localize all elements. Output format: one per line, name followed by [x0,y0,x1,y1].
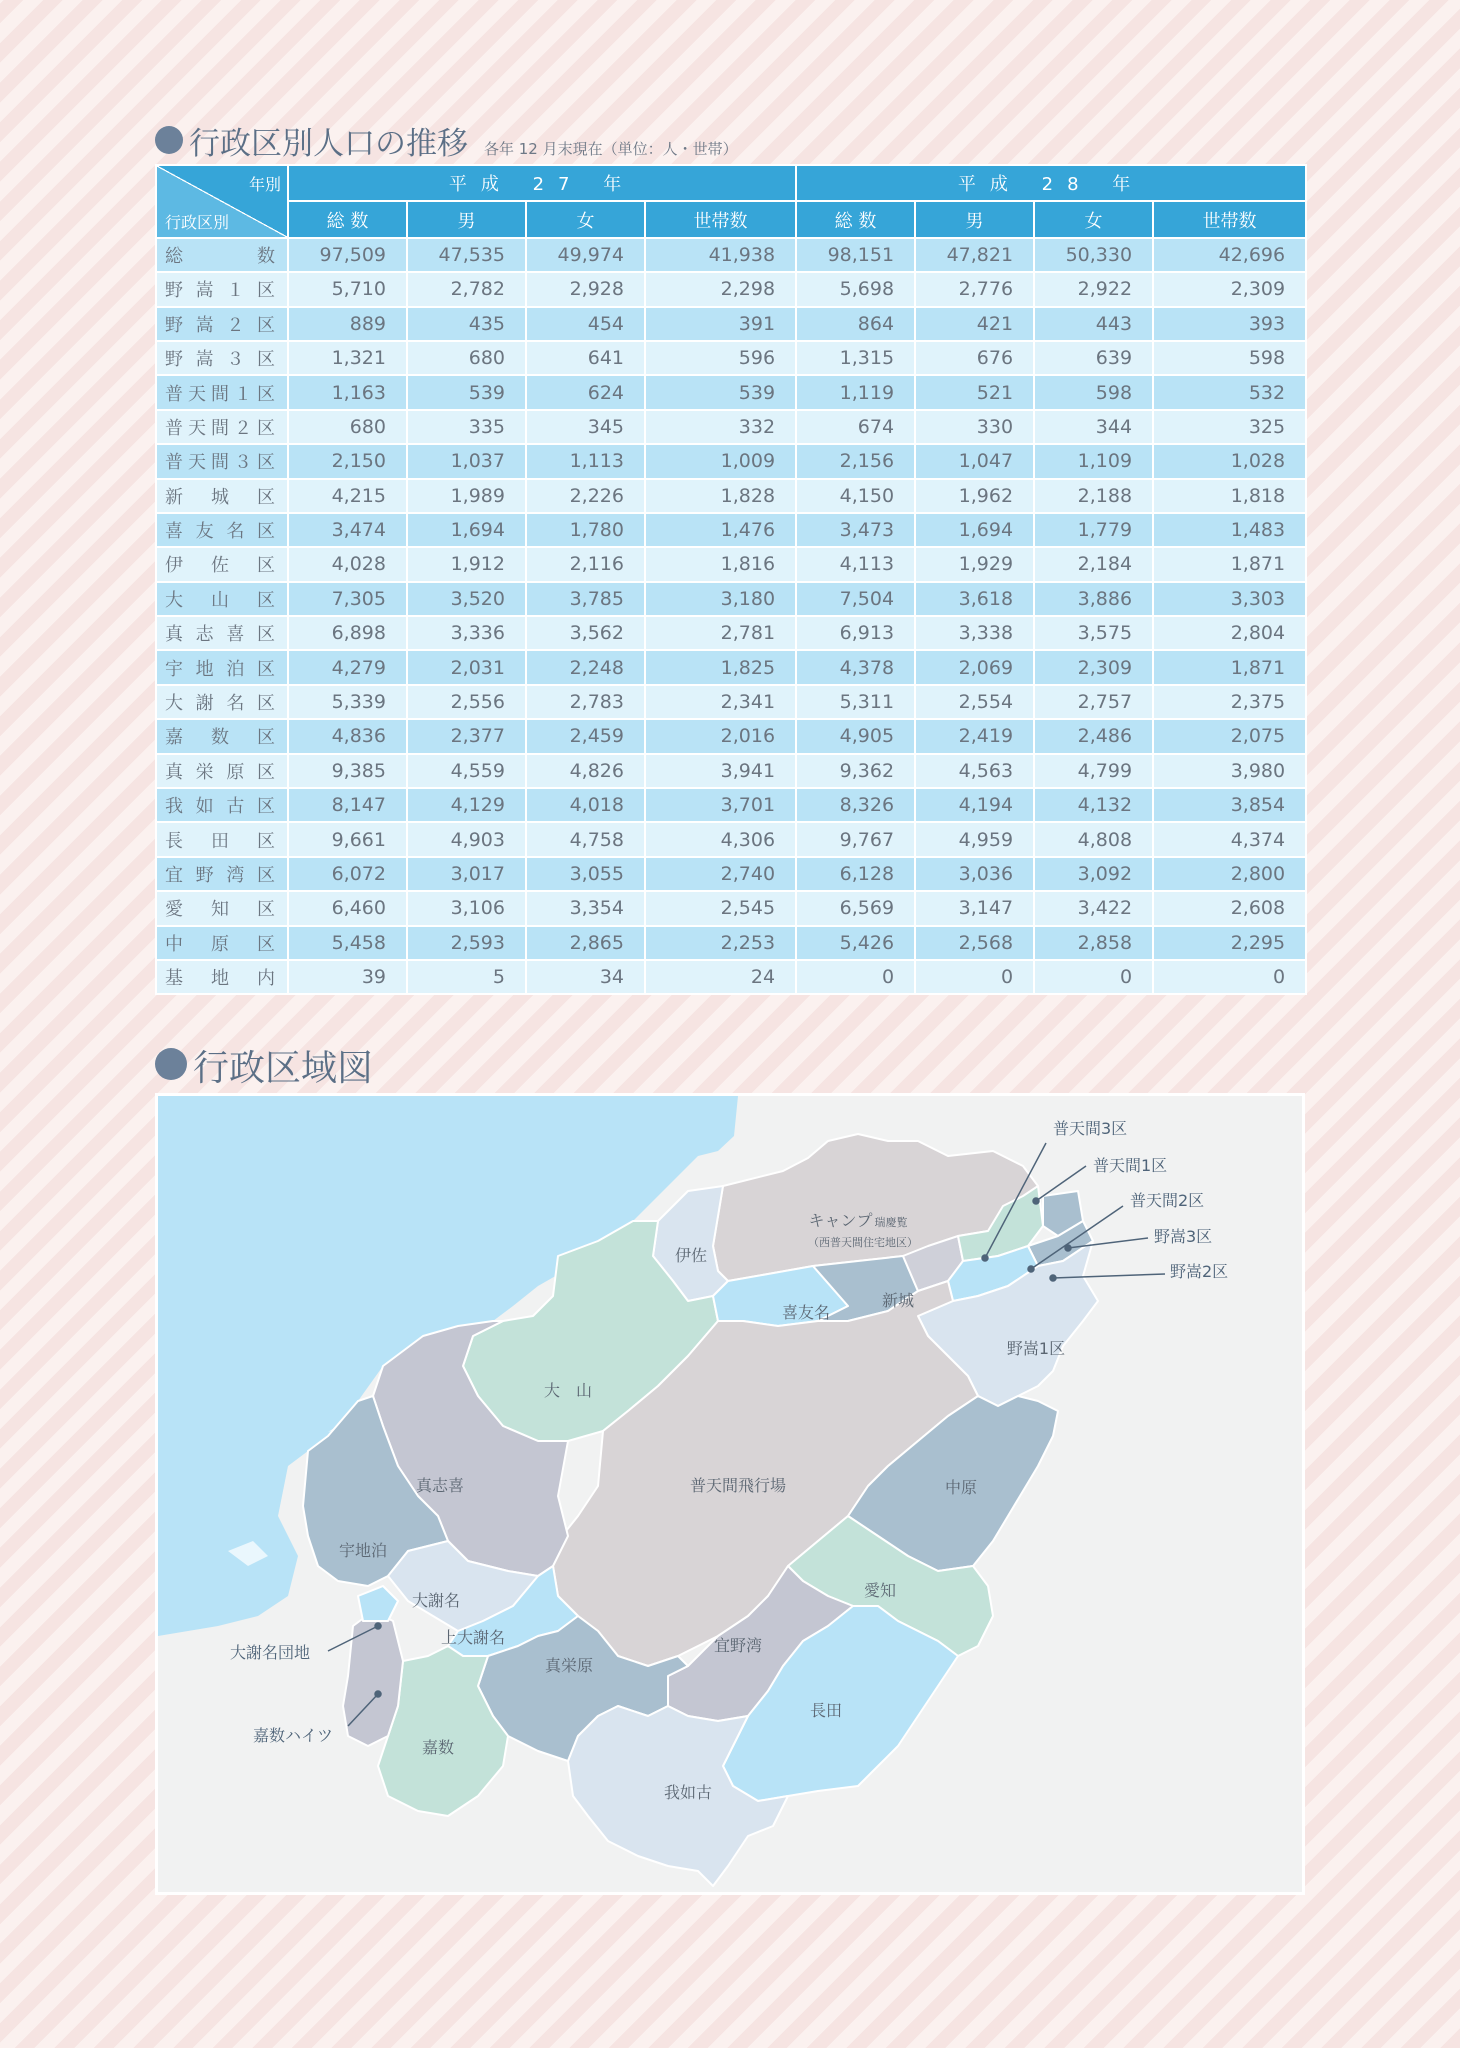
label-maehara: 真栄原 [544,1656,594,1675]
value-cell: 332 [645,410,796,444]
table-row [156,926,1306,960]
district-name-cell: 喜友名区 [156,513,288,547]
value-cell: 9,362 [796,754,915,788]
value-cell: 2,248 [526,650,645,684]
value-cell: 3,092 [1034,857,1153,891]
value-cell: 50,330 [1034,238,1153,272]
table-row [156,444,1306,478]
value-cell: 6,898 [288,616,407,650]
value-cell: 4,378 [796,650,915,684]
value-cell: 1,694 [915,513,1034,547]
value-cell: 5,698 [796,272,915,306]
value-cell: 0 [796,960,915,994]
value-cell: 0 [1153,960,1306,994]
marker-futenma2 [1028,1266,1034,1272]
bullet-dot-icon [155,1048,187,1080]
value-cell: 2,419 [915,719,1034,753]
value-cell: 345 [526,410,645,444]
table-row [156,307,1306,341]
value-cell: 9,385 [288,754,407,788]
value-cell: 454 [526,307,645,341]
value-cell: 41,938 [645,238,796,272]
table-row [156,616,1306,650]
table-row [156,857,1306,891]
label-kiyuna: 喜友名 [781,1303,831,1322]
value-cell: 1,113 [526,444,645,478]
district-name-cell: 基地内 [156,960,288,994]
value-cell: 4,559 [407,754,526,788]
value-cell: 4,150 [796,479,915,513]
district-name-cell: 野嵩１区 [156,272,288,306]
value-cell: 2,226 [526,479,645,513]
value-cell: 598 [1153,341,1306,375]
value-cell: 2,554 [915,685,1034,719]
value-cell: 2,776 [915,272,1034,306]
district-name-cell: 宜野湾区 [156,857,288,891]
value-cell: 2,782 [407,272,526,306]
population-note: 各年 12 月末現在（単位：人・世帯） [484,140,738,158]
value-cell: 4,836 [288,719,407,753]
district-name-cell: 総数 [156,238,288,272]
district-name-cell: 愛知区 [156,891,288,925]
district-name-cell: 嘉数区 [156,719,288,753]
value-cell: 4,215 [288,479,407,513]
value-cell: 2,375 [1153,685,1306,719]
value-cell: 2,568 [915,926,1034,960]
value-cell: 2,922 [1034,272,1153,306]
table-row [156,960,1306,994]
value-cell: 3,618 [915,582,1034,616]
value-cell: 5,426 [796,926,915,960]
label-nagata: 長田 [809,1701,843,1720]
value-cell: 2,757 [1034,685,1153,719]
value-cell: 1,871 [1153,547,1306,581]
population-section-title [155,118,738,163]
value-cell: 1,989 [407,479,526,513]
value-cell: 2,459 [526,719,645,753]
value-cell: 641 [526,341,645,375]
year-header-h28: 平成 28 年 [796,165,1306,201]
value-cell: 4,279 [288,650,407,684]
label-mashiki: 真志喜 [415,1476,465,1495]
value-cell: 1,962 [915,479,1034,513]
value-cell: 4,028 [288,547,407,581]
district-name-cell: 大山区 [156,582,288,616]
value-cell: 3,303 [1153,582,1306,616]
value-cell: 3,562 [526,616,645,650]
district-name-cell: 伊佐区 [156,547,288,581]
value-cell: 4,018 [526,788,645,822]
callout-kakazu-heights: 嘉数ハイツ [253,1726,334,1745]
table-row [156,891,1306,925]
district-map [155,1093,1305,1895]
value-cell: 2,031 [407,650,526,684]
value-cell: 1,163 [288,375,407,409]
value-cell: 1,009 [645,444,796,478]
table-row [156,582,1306,616]
value-cell: 1,780 [526,513,645,547]
value-cell: 6,913 [796,616,915,650]
label-kamiojana: 上大謝名 [440,1628,506,1647]
value-cell: 4,113 [796,547,915,581]
label-ojana: 大謝名 [411,1591,461,1610]
district-name-cell: 普天間２区 [156,410,288,444]
value-cell: 2,075 [1153,719,1306,753]
value-cell: 2,116 [526,547,645,581]
callout-futenma2: 普天間2区 [1130,1191,1205,1210]
callout-futenma3: 普天間3区 [1053,1119,1128,1138]
table-row [156,375,1306,409]
map-section-title [155,1040,373,1091]
column-header: 総 数 [288,201,407,237]
label-nakahara: 中原 [944,1478,978,1497]
value-cell: 3,785 [526,582,645,616]
value-cell: 97,509 [288,238,407,272]
value-cell: 2,928 [526,272,645,306]
value-cell: 1,483 [1153,513,1306,547]
value-cell: 674 [796,410,915,444]
label-airfield: 普天間飛行場 [689,1476,787,1495]
table-row [156,719,1306,753]
column-header: 世帯数 [645,201,796,237]
value-cell: 680 [407,341,526,375]
column-header: 男 [407,201,526,237]
district-name-cell: 大謝名区 [156,685,288,719]
value-cell: 47,821 [915,238,1034,272]
value-cell: 2,188 [1034,479,1153,513]
value-cell: 4,563 [915,754,1034,788]
label-camp-note: （西普天間住宅地区） [808,1236,918,1249]
label-aragusuku: 新城 [881,1291,915,1310]
value-cell: 3,055 [526,857,645,891]
value-cell: 676 [915,341,1034,375]
value-cell: 3,336 [407,616,526,650]
marker-nodake3 [1065,1245,1071,1251]
marker-futenma1 [1033,1198,1039,1204]
value-cell: 2,184 [1034,547,1153,581]
value-cell: 4,129 [407,788,526,822]
value-cell: 4,808 [1034,822,1153,856]
value-cell: 325 [1153,410,1306,444]
year-header-h27: 平成 27 年 [288,165,796,201]
value-cell: 2,865 [526,926,645,960]
value-cell: 4,132 [1034,788,1153,822]
value-cell: 2,608 [1153,891,1306,925]
value-cell: 9,661 [288,822,407,856]
value-cell: 3,575 [1034,616,1153,650]
value-cell: 3,701 [645,788,796,822]
value-cell: 1,818 [1153,479,1306,513]
value-cell: 2,800 [1153,857,1306,891]
table-row [156,272,1306,306]
value-cell: 330 [915,410,1034,444]
value-cell: 6,569 [796,891,915,925]
value-cell: 2,593 [407,926,526,960]
value-cell: 5,339 [288,685,407,719]
value-cell: 2,545 [645,891,796,925]
value-cell: 6,128 [796,857,915,891]
value-cell: 2,295 [1153,926,1306,960]
value-cell: 4,374 [1153,822,1306,856]
district-name-cell: 真志喜区 [156,616,288,650]
value-cell: 1,694 [407,513,526,547]
marker-nodake2 [1050,1275,1056,1281]
table-row [156,650,1306,684]
marker-futenma3 [982,1255,988,1261]
value-cell: 2,069 [915,650,1034,684]
value-cell: 2,253 [645,926,796,960]
label-camp: キャンプ 瑞慶覧 [808,1211,908,1230]
value-cell: 2,298 [645,272,796,306]
value-cell: 1,929 [915,547,1034,581]
value-cell: 3,422 [1034,891,1153,925]
value-cell: 2,804 [1153,616,1306,650]
callout-futenma1: 普天間1区 [1093,1156,1168,1175]
value-cell: 3,520 [407,582,526,616]
value-cell: 889 [288,307,407,341]
district-name-cell: 野嵩２区 [156,307,288,341]
marker-kakazu-heights [375,1691,381,1697]
district-name-cell: 普天間３区 [156,444,288,478]
value-cell: 2,309 [1153,272,1306,306]
value-cell: 1,028 [1153,444,1306,478]
value-cell: 532 [1153,375,1306,409]
table-row [156,822,1306,856]
value-cell: 2,486 [1034,719,1153,753]
value-cell: 864 [796,307,915,341]
value-cell: 1,912 [407,547,526,581]
value-cell: 49,974 [526,238,645,272]
table-row [156,410,1306,444]
table-row [156,788,1306,822]
value-cell: 4,903 [407,822,526,856]
corner-year-label: 年別 [248,175,281,194]
value-cell: 4,194 [915,788,1034,822]
table-row [156,238,1306,272]
value-cell: 3,473 [796,513,915,547]
value-cell: 391 [645,307,796,341]
district-name-cell: 我如古区 [156,788,288,822]
value-cell: 2,783 [526,685,645,719]
label-aichi: 愛知 [863,1581,897,1600]
value-cell: 7,504 [796,582,915,616]
value-cell: 1,816 [645,547,796,581]
callout-nodake2: 野嵩2区 [1170,1262,1229,1281]
value-cell: 1,779 [1034,513,1153,547]
district-name-cell: 普天間１区 [156,375,288,409]
value-cell: 8,326 [796,788,915,822]
value-cell: 2,309 [1034,650,1153,684]
value-cell: 2,150 [288,444,407,478]
label-oyama: 大 山 [543,1381,593,1400]
value-cell: 1,119 [796,375,915,409]
value-cell: 7,305 [288,582,407,616]
region-ojana-danchi [358,1586,398,1621]
district-name-cell: 長田区 [156,822,288,856]
value-cell: 639 [1034,341,1153,375]
value-cell: 39 [288,960,407,994]
value-cell: 344 [1034,410,1153,444]
value-cell: 98,151 [796,238,915,272]
value-cell: 539 [407,375,526,409]
population-title-text: 行政区別人口の推移 [189,126,468,162]
table-row [156,754,1306,788]
value-cell: 0 [1034,960,1153,994]
value-cell: 539 [645,375,796,409]
value-cell: 624 [526,375,645,409]
value-cell: 3,354 [526,891,645,925]
value-cell: 47,535 [407,238,526,272]
value-cell: 2,341 [645,685,796,719]
district-name-cell: 野嵩３区 [156,341,288,375]
value-cell: 3,474 [288,513,407,547]
district-name-cell: 宇地泊区 [156,650,288,684]
value-cell: 4,826 [526,754,645,788]
value-cell: 3,338 [915,616,1034,650]
callout-ojana-danchi: 大謝名団地 [230,1643,311,1662]
value-cell: 421 [915,307,1034,341]
value-cell: 5,458 [288,926,407,960]
value-cell: 2,156 [796,444,915,478]
table-row [156,685,1306,719]
value-cell: 3,180 [645,582,796,616]
value-cell: 2,781 [645,616,796,650]
column-header: 男 [915,201,1034,237]
population-table [155,164,1307,995]
value-cell: 598 [1034,375,1153,409]
label-nodake1: 野嵩1区 [1006,1339,1066,1358]
value-cell: 34 [526,960,645,994]
column-header: 女 [1034,201,1153,237]
value-cell: 335 [407,410,526,444]
value-cell: 1,321 [288,341,407,375]
value-cell: 9,767 [796,822,915,856]
value-cell: 680 [288,410,407,444]
value-cell: 8,147 [288,788,407,822]
value-cell: 1,476 [645,513,796,547]
value-cell: 3,106 [407,891,526,925]
column-header: 総 数 [796,201,915,237]
label-ginowan: 宜野湾 [713,1636,763,1655]
value-cell: 5,710 [288,272,407,306]
table-row [156,513,1306,547]
value-cell: 2,016 [645,719,796,753]
value-cell: 3,980 [1153,754,1306,788]
value-cell: 1,047 [915,444,1034,478]
label-ganeko: 我如古 [663,1783,713,1802]
value-cell: 1,871 [1153,650,1306,684]
value-cell: 5,311 [796,685,915,719]
value-cell: 3,941 [645,754,796,788]
value-cell: 3,036 [915,857,1034,891]
label-kakazu: 嘉数 [421,1738,455,1757]
table-corner-header [156,165,288,238]
label-isa: 伊佐 [674,1246,708,1265]
value-cell: 435 [407,307,526,341]
table-row [156,341,1306,375]
value-cell: 4,959 [915,822,1034,856]
value-cell: 2,556 [407,685,526,719]
district-name-cell: 真栄原区 [156,754,288,788]
value-cell: 1,037 [407,444,526,478]
value-cell: 521 [915,375,1034,409]
table-row [156,479,1306,513]
value-cell: 1,315 [796,341,915,375]
value-cell: 0 [915,960,1034,994]
value-cell: 42,696 [1153,238,1306,272]
value-cell: 4,799 [1034,754,1153,788]
value-cell: 3,147 [915,891,1034,925]
column-header: 世帯数 [1153,201,1306,237]
column-header: 女 [526,201,645,237]
value-cell: 4,758 [526,822,645,856]
marker-ojana-danchi [375,1623,381,1629]
value-cell: 5 [407,960,526,994]
district-name-cell: 新城区 [156,479,288,513]
value-cell: 596 [645,341,796,375]
value-cell: 2,377 [407,719,526,753]
district-name-cell: 中原区 [156,926,288,960]
value-cell: 6,072 [288,857,407,891]
district-map-svg [158,1096,1302,1892]
table-row [156,547,1306,581]
value-cell: 3,854 [1153,788,1306,822]
value-cell: 24 [645,960,796,994]
value-cell: 6,460 [288,891,407,925]
value-cell: 4,306 [645,822,796,856]
value-cell: 2,858 [1034,926,1153,960]
value-cell: 1,828 [645,479,796,513]
value-cell: 3,886 [1034,582,1153,616]
value-cell: 4,905 [796,719,915,753]
value-cell: 1,109 [1034,444,1153,478]
value-cell: 2,740 [645,857,796,891]
label-uchidomari: 宇地泊 [338,1541,388,1560]
corner-district-label: 行政区別 [165,212,230,232]
value-cell: 1,825 [645,650,796,684]
value-cell: 443 [1034,307,1153,341]
bullet-dot-icon [155,126,183,154]
value-cell: 393 [1153,307,1306,341]
value-cell: 3,017 [407,857,526,891]
callout-nodake3: 野嵩3区 [1154,1227,1213,1246]
map-title-text: 行政区域図 [193,1048,374,1089]
